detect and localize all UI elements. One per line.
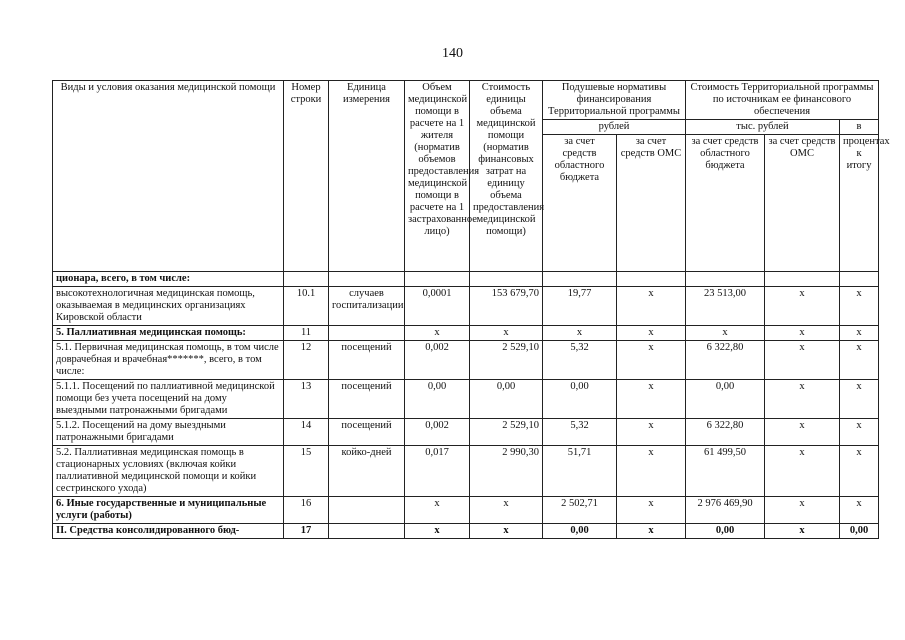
row-regional-cost: 6 322,80 [686, 419, 765, 446]
header-per-capita-norms: Подушевые нормативы финансирования Территориальной программы [543, 81, 686, 120]
row-number: 15 [284, 446, 329, 497]
row-volume: 0,017 [405, 446, 470, 497]
row-percent [840, 272, 879, 287]
row-unit: посещений [329, 341, 405, 380]
row-oms-cost: х [765, 419, 840, 446]
row-description: 5.1.2. Посещений на дому выездными патронажными бригадами [53, 419, 284, 446]
row-oms-cost: х [765, 446, 840, 497]
row-volume [405, 272, 470, 287]
row-regional-cost: 0,00 [686, 524, 765, 539]
row-unit-cost: 2 529,10 [470, 419, 543, 446]
row-number: 10.1 [284, 287, 329, 326]
row-regional-norm: 0,00 [543, 524, 617, 539]
header-row-1 [53, 81, 879, 120]
row-regional-cost: 0,00 [686, 380, 765, 419]
table-row [53, 524, 879, 539]
row-oms-cost: х [765, 497, 840, 524]
header-program-cost: Стоимость Территориальной программы по источникам ее финансового обеспечения [686, 81, 879, 120]
row-number: 14 [284, 419, 329, 446]
row-number: 13 [284, 380, 329, 419]
row-oms-cost: х [765, 287, 840, 326]
row-regional-norm [543, 272, 617, 287]
table-row [53, 380, 879, 419]
row-regional-norm: 5,32 [543, 341, 617, 380]
row-unit [329, 272, 405, 287]
row-percent: х [840, 497, 879, 524]
row-volume: х [405, 326, 470, 341]
row-regional-cost [686, 272, 765, 287]
row-oms-norm [617, 272, 686, 287]
row-unit-cost: 2 990,30 [470, 446, 543, 497]
row-description: 5.1.1. Посещений по паллиативной медицинской помощи без учета посещений на дому выездными патронажными бригадами [53, 380, 284, 419]
row-unit-cost: 153 679,70 [470, 287, 543, 326]
row-unit-cost: х [470, 497, 543, 524]
row-oms-cost [765, 272, 840, 287]
row-unit-cost: х [470, 524, 543, 539]
row-unit [329, 326, 405, 341]
row-regional-norm: 5,32 [543, 419, 617, 446]
header-regional-budget-cost: за счет средств областного бюджета [686, 135, 765, 272]
row-oms-norm: х [617, 380, 686, 419]
row-oms-cost: х [765, 524, 840, 539]
row-description: высокотехнологичная медицинская помощь, оказываемая в медицинских организациях Кировской области [53, 287, 284, 326]
row-percent: х [840, 419, 879, 446]
row-unit-cost: 2 529,10 [470, 341, 543, 380]
row-volume: 0,0001 [405, 287, 470, 326]
table-row [53, 341, 879, 380]
row-volume: х [405, 524, 470, 539]
row-regional-norm: х [543, 326, 617, 341]
row-volume: х [405, 497, 470, 524]
row-percent: х [840, 341, 879, 380]
header-volume: Объем медицинской помощи в расчете на 1 жителя (норматив объемов предоставления медицинской помощи в расчете на 1 застрахованное лицо) [405, 81, 470, 272]
row-oms-norm: х [617, 419, 686, 446]
table-row [53, 287, 879, 326]
row-regional-norm: 51,71 [543, 446, 617, 497]
row-oms-norm: х [617, 446, 686, 497]
table-row [53, 497, 879, 524]
row-percent: х [840, 380, 879, 419]
row-number: 11 [284, 326, 329, 341]
row-description: 5.1. Первичная медицинская помощь, в том числе доврачебная и врачебная*******, всего, в том числе: [53, 341, 284, 380]
row-oms-norm: х [617, 326, 686, 341]
row-oms-cost: х [765, 341, 840, 380]
row-oms-norm: х [617, 287, 686, 326]
row-regional-cost: х [686, 326, 765, 341]
header-oms-norm: за счет средств ОМС [617, 135, 686, 272]
row-regional-cost: 6 322,80 [686, 341, 765, 380]
row-oms-norm: х [617, 497, 686, 524]
table-row [53, 272, 879, 287]
header-unit: Единица измерения [329, 81, 405, 272]
header-thousand-rubles: тыс. рублей [686, 120, 840, 135]
row-description: 6. Иные государственные и муниципальные услуги (работы) [53, 497, 284, 524]
row-oms-norm: х [617, 524, 686, 539]
header-care-type: Виды и условия оказания медицинской помощи [53, 81, 284, 272]
table-row [53, 446, 879, 497]
row-percent: х [840, 446, 879, 497]
row-description: II. Средства консолидированного бюд- [53, 524, 284, 539]
row-number: 12 [284, 341, 329, 380]
row-regional-cost: 23 513,00 [686, 287, 765, 326]
row-unit: койко-дней [329, 446, 405, 497]
row-volume: 0,002 [405, 341, 470, 380]
row-regional-norm: 0,00 [543, 380, 617, 419]
row-description: 5. Паллиативная медицинская помощь: [53, 326, 284, 341]
row-regional-norm: 19,77 [543, 287, 617, 326]
row-oms-norm: х [617, 341, 686, 380]
row-number: 17 [284, 524, 329, 539]
row-unit [329, 497, 405, 524]
row-unit [329, 524, 405, 539]
header-percent-top: в [840, 120, 879, 135]
row-unit: случаев госпитализации [329, 287, 405, 326]
row-regional-cost: 61 499,50 [686, 446, 765, 497]
row-oms-cost: х [765, 380, 840, 419]
row-unit: посещений [329, 380, 405, 419]
header-percent-of-total: процентах к итогу [840, 135, 879, 272]
header-rubles: рублей [543, 120, 686, 135]
row-regional-norm: 2 502,71 [543, 497, 617, 524]
header-row-number: Номер строки [284, 81, 329, 272]
row-oms-cost: х [765, 326, 840, 341]
row-percent: 0,00 [840, 524, 879, 539]
header-unit-cost: Стоимость единицы объема медицинской помощи (норматив финансовых затрат на единицу объема предоставления медицинской помощи) [470, 81, 543, 272]
medical-care-table [52, 80, 890, 539]
row-regional-cost: 2 976 469,90 [686, 497, 765, 524]
table-row [53, 419, 879, 446]
header-regional-budget-norm: за счет средств областного бюджета [543, 135, 617, 272]
row-description: ционара, всего, в том числе: [53, 272, 284, 287]
row-number: 16 [284, 497, 329, 524]
row-unit: посещений [329, 419, 405, 446]
row-unit-cost: 0,00 [470, 380, 543, 419]
row-percent: х [840, 287, 879, 326]
table-row [53, 326, 879, 341]
header-oms-cost: за счет средств ОМС [765, 135, 840, 272]
row-volume: 0,00 [405, 380, 470, 419]
row-number [284, 272, 329, 287]
row-volume: 0,002 [405, 419, 470, 446]
row-description: 5.2. Паллиативная медицинская помощь в стационарных условиях (включая койки паллиативной медицинской помощи и койки сестринского ухода) [53, 446, 284, 497]
row-percent: х [840, 326, 879, 341]
page-number: 140 [442, 46, 463, 61]
row-unit-cost: х [470, 326, 543, 341]
row-unit-cost [470, 272, 543, 287]
